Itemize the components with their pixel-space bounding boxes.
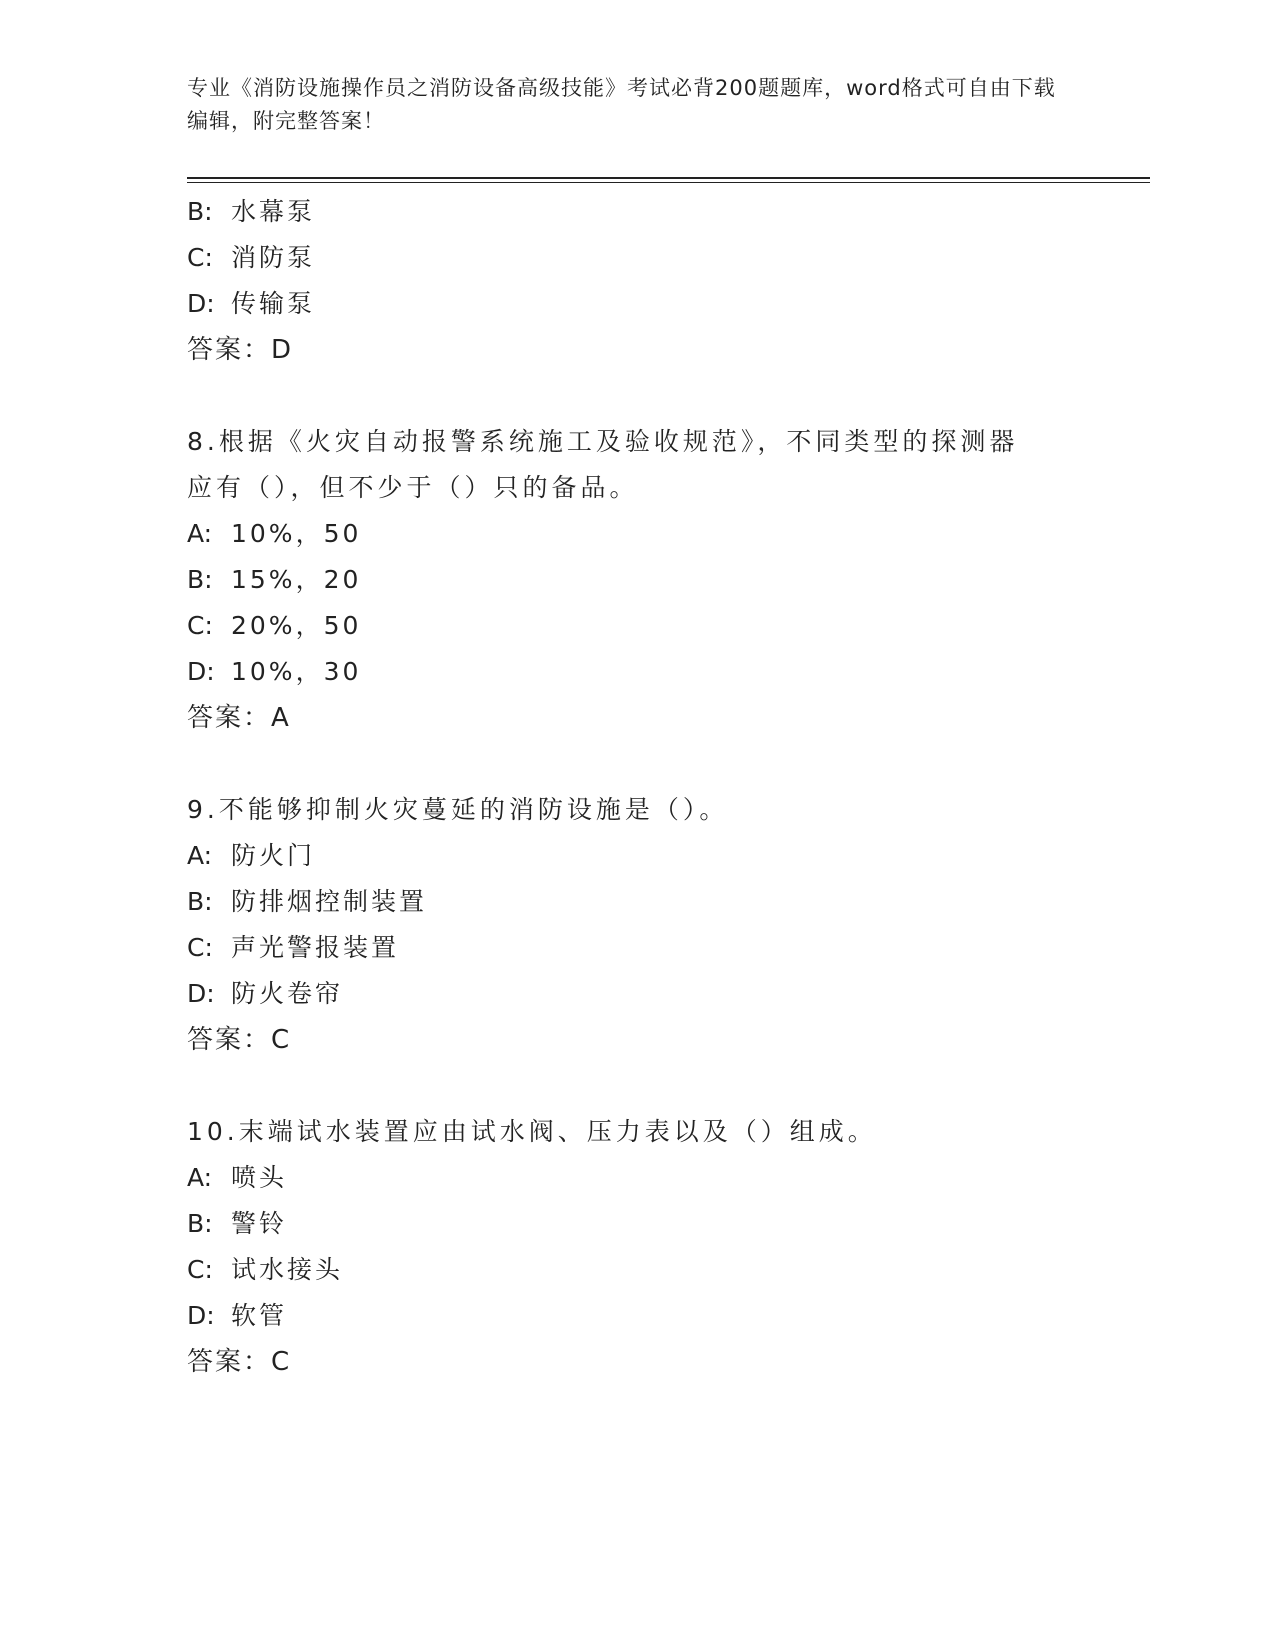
option-d [187, 971, 1087, 1017]
option-key: A: [187, 519, 213, 548]
option-b [187, 1201, 1087, 1247]
option-text: 10%，50 [231, 519, 362, 548]
question-list [187, 189, 1087, 1385]
option-a [187, 511, 1087, 557]
option-key: D: [187, 289, 215, 318]
option-text: 喷头 [231, 1163, 288, 1192]
option-text: 警铃 [231, 1209, 288, 1238]
option-d [187, 1293, 1087, 1339]
option-text: 传输泵 [231, 289, 316, 318]
question-stem: 10.末端试水装置应由试水阀、压力表以及（）组成。 [187, 1117, 877, 1146]
option-text: 声光警报装置 [231, 933, 400, 962]
option-key: C: [187, 1255, 213, 1284]
question-stem: 8.根据《火灾自动报警系统施工及验收规范》，不同类型的探测器应有（），但不少于（）只的备品。 [187, 427, 1019, 502]
option-text: 10%，30 [231, 657, 362, 686]
answer: 答案：C [187, 1347, 292, 1377]
option-key: A: [187, 841, 213, 870]
option-text: 20%，50 [231, 611, 362, 640]
option-key: C: [187, 243, 213, 272]
option-key: D: [187, 1301, 215, 1330]
option-text: 软管 [231, 1301, 288, 1330]
option-b [187, 557, 1087, 603]
option-d [187, 281, 1087, 327]
option-key: B: [187, 565, 213, 594]
answer: 答案：C [187, 1025, 292, 1055]
answer: 答案：A [187, 703, 291, 733]
question-9 [187, 787, 1087, 1063]
option-text: 水幕泵 [231, 197, 316, 226]
header-divider-thin [187, 182, 1150, 183]
option-text: 防排烟控制装置 [231, 887, 428, 916]
option-key: D: [187, 979, 215, 1008]
option-c [187, 925, 1087, 971]
option-key: D: [187, 657, 215, 686]
option-key: B: [187, 1209, 213, 1238]
option-text: 消防泵 [231, 243, 316, 272]
option-text: 防火门 [231, 841, 316, 870]
question-7-continued [187, 189, 1087, 373]
document-header: 专业《消防设施操作员之消防设备高级技能》考试必背200题题库，word格式可自由下载编辑，附完整答案！ [187, 76, 1056, 133]
option-key: C: [187, 933, 213, 962]
option-text: 试水接头 [231, 1255, 344, 1284]
header-divider-thick [187, 177, 1150, 179]
option-d [187, 649, 1087, 695]
question-stem: 9.不能够抑制火灾蔓延的消防设施是（）。 [187, 795, 729, 824]
option-key: B: [187, 887, 213, 916]
answer: 答案：D [187, 335, 294, 365]
option-a [187, 1155, 1087, 1201]
option-key: A: [187, 1163, 213, 1192]
option-c [187, 235, 1087, 281]
option-text: 15%，20 [231, 565, 362, 594]
question-8 [187, 419, 1087, 741]
option-c [187, 603, 1087, 649]
option-b [187, 879, 1087, 925]
option-c [187, 1247, 1087, 1293]
option-text: 防火卷帘 [231, 979, 344, 1008]
option-b [187, 189, 1087, 235]
question-10 [187, 1109, 1087, 1385]
option-a [187, 833, 1087, 879]
option-key: C: [187, 611, 213, 640]
option-key: B: [187, 197, 213, 226]
